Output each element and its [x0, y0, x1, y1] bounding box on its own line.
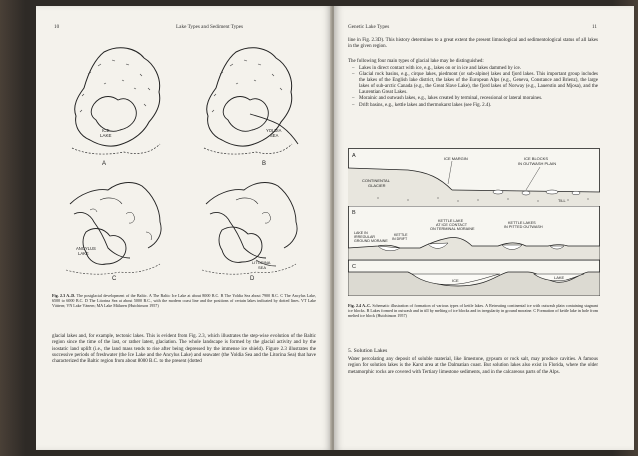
map-b-letter: B [262, 161, 267, 167]
panel-b-irregular-line-2: IRREGULAR [354, 235, 375, 239]
map-d-letter: D [250, 276, 255, 282]
panel-b-kettle-line-1: KETTLE [394, 233, 408, 237]
map-b-label-line-1: YOLDIA [266, 128, 282, 133]
map-c-label-line-1: ANCYLUS [76, 246, 96, 251]
right-running-head: Genetic Lake Types [348, 24, 390, 30]
list-item: – Drift basins, e.g., kettle lakes and thermokarst lakes (see Fig. 2.4). [352, 103, 598, 109]
map-a-baltic-ice-lake [64, 44, 169, 169]
panel-a-letter: A [352, 153, 356, 159]
map-d-label-line-2: SEA [258, 265, 267, 270]
map-b-label-line-2: SEA [270, 133, 279, 138]
map-a-label-line-2: LAKE [100, 133, 112, 138]
panel-c-ice: ICE [452, 278, 459, 283]
panel-a-ice-blocks-line-1: ICE BLOCKS [524, 156, 549, 161]
panel-b-irregular-line-1: LAKE IN [354, 231, 368, 235]
figure-2-3-caption [52, 293, 316, 308]
map-d-litorina-sea [196, 174, 306, 284]
map-c-letter: C [112, 276, 117, 282]
solution-lakes-paragraph: Water percolating any deposit of soluble material, like limestone, gypsum or rock salt, may produce cavities. A famous region for solution lakes is the Karst area at the Dalmatian coast. But solution lakes also exist in Florida, where the older metamorphic rocks are covered with Tertiary limestone sediments, and in the calcareous parts of the Alps. [348, 357, 598, 375]
left-page-number: 10 [54, 24, 60, 30]
glacial-lake-types-list [352, 66, 598, 109]
panel-b-kettle-line-2: IN DRIFT [392, 237, 408, 241]
panel-b-kettle-pitted-line-1: KETTLE LAKES [508, 221, 536, 225]
panel-b-irregular-line-3: GROUND MORAINE [354, 239, 388, 243]
panel-b-letter: B [352, 210, 356, 216]
panel-c-lake: LAKE [554, 275, 565, 280]
list-item: – Glacial rock basins, e.g., cirque lakes, piedmont (or sub-alpine) lakes and fjord lakes. This important group includes the lakes of the English lake district, the lakes of the European Alps (e.g., Geneva, Constance and Brienz), the large lakes of sub-arctic Canada (e.g., the Great Slave Lake), the fjord lakes of Norway (e.g., Lauerstin and Mjosa), and the Laurentian Great Lakes. [352, 72, 598, 96]
panel-b-kettle-pitted-line-2: IN PITTED OUTWASH [504, 225, 543, 229]
figure-2-4-caption [348, 303, 598, 318]
map-a-letter: A [102, 161, 107, 167]
panel-b-kettle-contact-line-3: ON TERMINAL MORAINE [430, 227, 475, 231]
figure-2-4-kettle-lakes [348, 148, 600, 296]
panel-a-till: TILL [558, 199, 566, 203]
glacial-types-intro: The following four main types of glacial lake may be distinguished: [348, 59, 484, 64]
left-page [36, 6, 332, 450]
panel-b-kettle-contact-line-1: KETTLE LAKE [438, 219, 464, 223]
panel-c-letter: C [352, 264, 356, 270]
figure-2-4-caption-text: Schematic illustration of formation of various types of kettle lakes. A Retreating continental ice with outwash plain containing stagnant ice blocks. B Lakes formed in outwash and in till by melting of ice blocks and in irregularity in ground moraine. C Formation of kettle lake in hole from melted ice block (Hutchinson 1957) [348, 303, 598, 319]
panel-a-glacier-line-2: GLACIER [368, 183, 386, 188]
figure-2-4-caption-label: Fig. 2.4 A–C. [348, 303, 372, 308]
map-c-ancylus-lake [60, 174, 170, 284]
map-a-label-line-1: ICE [102, 128, 110, 133]
map-d-label-line-1: LITORINA [252, 260, 271, 265]
list-item: – Lakes in direct contact with ice, e.g., lakes on or in ice and lakes dammed by ice. [352, 66, 598, 72]
figure-2-3-caption-text: The postglacial development of the Baltic. A The Baltic Ice Lake at about 8000 B.C. B The Yoldia Sea about 7900 B.C. C The Ancylus Lake, 6500 to 6000 B.C. D The Litorina Sea at about 5000 B.C., with the modern coast line and the positions of certain lakes indicated by dotted lines. VT Lake Vättern; VN Lake Vänern; MA Lake Mälaren (Hutchinson 1957) [52, 293, 317, 309]
right-intro-paragraph: line in Fig. 2.3D). This history determines to a great extent the present limnological and sedimentological status of all lakes in the given region. [348, 38, 598, 50]
left-body-paragraph: glacial lakes and, for example, tectonic lakes. This is evident from Fig. 2.3, which illustrates the step-wise evolution of the Baltic region since the time of the last, or rather latest, glaciation. The whole landscape is formed by the glacial activity and by the isostatic land uplift (i.e., the land mass tends to rise after being depressed by the immense ice shield). Figure 2.3 illustrates the successive periods of freshwater (the Ice Lake and the Ancylus Lake) and seawater (the Yoldia Sea and the Litorina Sea) that have characterized the Baltic region from about 8000 B.C. to the present (dotted [52, 334, 316, 365]
panel-a-ice-blocks-line-2: IN OUTWASH PLAIN [518, 161, 557, 166]
panel-a-ice-margin: ICE MARGIN [444, 156, 468, 161]
right-page-number: 11 [592, 24, 597, 30]
right-page [334, 6, 634, 450]
figure-2-3-caption-label: Fig. 2.3 A–D. [52, 293, 76, 298]
map-c-label-line-2: LAKE [78, 251, 89, 256]
left-running-head: Lake Types and Sediment Types [176, 24, 244, 30]
panel-b-kettle-contact-line-2: AT ICE CONTACT [436, 223, 468, 227]
map-b-yoldia-sea [196, 44, 301, 169]
section-heading-solution-lakes: 5. Solution Lakes [348, 348, 388, 354]
list-item: – Morainic and outwash lakes, e.g., lakes created by terminal, recessional or lateral moraines. [352, 96, 598, 102]
panel-a-glacier-line-1: CONTINENTAL [362, 178, 390, 183]
